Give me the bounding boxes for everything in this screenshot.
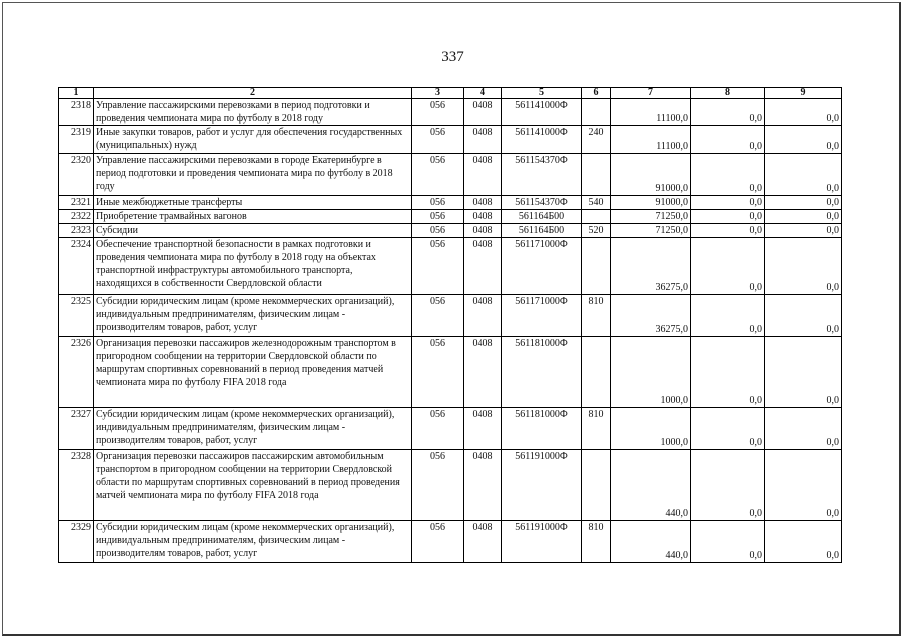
- cell-amount-8: 0,0: [691, 295, 765, 337]
- cell-target-code: 561191000Ф: [502, 450, 582, 521]
- cell-ministry-code: 056: [412, 99, 464, 126]
- cell-ministry-code: 056: [412, 238, 464, 295]
- table-row: [59, 408, 842, 450]
- cell-target-code: 561191000Ф: [502, 521, 582, 563]
- row-number: 2323: [59, 224, 94, 238]
- cell-ministry-code: 056: [412, 210, 464, 224]
- header-cell: 7: [611, 88, 691, 99]
- cell-ministry-code: 056: [412, 126, 464, 154]
- header-cell: 3: [412, 88, 464, 99]
- cell-amount-8: 0,0: [691, 238, 765, 295]
- table-row: [59, 521, 842, 563]
- cell-expense-type: [582, 238, 611, 295]
- cell-amount-7: 36275,0: [611, 238, 691, 295]
- table-row: [59, 224, 842, 238]
- cell-amount-8: 0,0: [691, 450, 765, 521]
- cell-amount-8: 0,0: [691, 337, 765, 408]
- cell-amount-7: 91000,0: [611, 154, 691, 196]
- row-number: 2326: [59, 337, 94, 408]
- cell-amount-7: 91000,0: [611, 196, 691, 210]
- cell-ministry-code: 056: [412, 450, 464, 521]
- cell-section-code: 0408: [464, 154, 502, 196]
- cell-ministry-code: 056: [412, 337, 464, 408]
- row-name: Организация перевозки пассажиров пассажирским автомобильным транспортом в пригородном сообщении на территории Свердловской области по маршрутам спортивных соревнований в период проведения матчей чемпионата мира по футболу FIFA 2018 года: [94, 450, 412, 521]
- cell-section-code: 0408: [464, 295, 502, 337]
- row-name: Управление пассажирскими перевозками в городе Екатеринбурге в период подготовки и проведения чемпионата мира по футболу в 2018 году: [94, 154, 412, 196]
- cell-expense-type: [582, 450, 611, 521]
- cell-amount-7: 440,0: [611, 521, 691, 563]
- header-cell: 6: [582, 88, 611, 99]
- cell-section-code: 0408: [464, 337, 502, 408]
- cell-amount-7: 440,0: [611, 450, 691, 521]
- table-header-row: [59, 88, 842, 99]
- row-number: 2319: [59, 126, 94, 154]
- cell-section-code: 0408: [464, 224, 502, 238]
- cell-ministry-code: 056: [412, 408, 464, 450]
- cell-expense-type: 810: [582, 521, 611, 563]
- cell-ministry-code: 056: [412, 224, 464, 238]
- row-number: 2327: [59, 408, 94, 450]
- cell-section-code: 0408: [464, 99, 502, 126]
- cell-amount-8: 0,0: [691, 521, 765, 563]
- cell-target-code: 561181000Ф: [502, 337, 582, 408]
- row-name: Управление пассажирскими перевозками в период подготовки и проведения чемпионата мира по футболу в 2018 году: [94, 99, 412, 126]
- row-name: Субсидии юридическим лицам (кроме некоммерческих организаций), индивидуальным предпринимателям, физическим лицам - производителям товаров, работ, услуг: [94, 408, 412, 450]
- cell-target-code: 561164Б00: [502, 210, 582, 224]
- cell-ministry-code: 056: [412, 154, 464, 196]
- cell-target-code: 561181000Ф: [502, 408, 582, 450]
- row-name: Субсидии юридическим лицам (кроме некоммерческих организаций), индивидуальным предпринимателям, физическим лицам - производителям товаров, работ, услуг: [94, 295, 412, 337]
- header-cell: 5: [502, 88, 582, 99]
- cell-expense-type: 810: [582, 408, 611, 450]
- budget-table: [58, 87, 842, 563]
- table-row: [59, 154, 842, 196]
- header-cell: 4: [464, 88, 502, 99]
- cell-target-code: 561141000Ф: [502, 99, 582, 126]
- cell-amount-7: 1000,0: [611, 337, 691, 408]
- cell-amount-8: 0,0: [691, 224, 765, 238]
- cell-amount-9: 0,0: [765, 154, 842, 196]
- table-row: [59, 295, 842, 337]
- row-name: Субсидии: [94, 224, 412, 238]
- cell-expense-type: 810: [582, 295, 611, 337]
- cell-amount-9: 0,0: [765, 337, 842, 408]
- row-number: 2320: [59, 154, 94, 196]
- cell-amount-7: 71250,0: [611, 224, 691, 238]
- cell-expense-type: [582, 154, 611, 196]
- table-row: [59, 238, 842, 295]
- cell-amount-9: 0,0: [765, 408, 842, 450]
- row-name: Субсидии юридическим лицам (кроме некоммерческих организаций), индивидуальным предпринимателям, физическим лицам - производителям товаров, работ, услуг: [94, 521, 412, 563]
- cell-amount-9: 0,0: [765, 450, 842, 521]
- cell-expense-type: 520: [582, 224, 611, 238]
- cell-amount-8: 0,0: [691, 210, 765, 224]
- cell-amount-8: 0,0: [691, 126, 765, 154]
- row-number: 2322: [59, 210, 94, 224]
- cell-section-code: 0408: [464, 238, 502, 295]
- table-row: [59, 450, 842, 521]
- cell-amount-7: 1000,0: [611, 408, 691, 450]
- header-cell: 1: [59, 88, 94, 99]
- cell-amount-7: 71250,0: [611, 210, 691, 224]
- cell-expense-type: 240: [582, 126, 611, 154]
- cell-target-code: 561154370Ф: [502, 154, 582, 196]
- row-number: 2321: [59, 196, 94, 210]
- table-row: [59, 210, 842, 224]
- cell-expense-type: [582, 210, 611, 224]
- table-row: [59, 196, 842, 210]
- cell-amount-9: 0,0: [765, 196, 842, 210]
- cell-amount-8: 0,0: [691, 99, 765, 126]
- header-cell: 9: [765, 88, 842, 99]
- row-number: 2318: [59, 99, 94, 126]
- cell-section-code: 0408: [464, 210, 502, 224]
- cell-amount-9: 0,0: [765, 521, 842, 563]
- cell-section-code: 0408: [464, 408, 502, 450]
- row-name: Организация перевозки пассажиров железнодорожным транспортом в пригородном сообщении на территории Свердловской области по маршрутам спортивных соревнований в период проведения матчей чемпионата мира по футболу FIFA 2018 года: [94, 337, 412, 408]
- cell-target-code: 561171000Ф: [502, 238, 582, 295]
- cell-target-code: 561164Б00: [502, 224, 582, 238]
- cell-section-code: 0408: [464, 196, 502, 210]
- header-cell: 8: [691, 88, 765, 99]
- cell-amount-9: 0,0: [765, 126, 842, 154]
- cell-expense-type: [582, 337, 611, 408]
- cell-amount-7: 36275,0: [611, 295, 691, 337]
- row-number: 2324: [59, 238, 94, 295]
- cell-ministry-code: 056: [412, 295, 464, 337]
- row-name: Приобретение трамвайных вагонов: [94, 210, 412, 224]
- cell-amount-8: 0,0: [691, 196, 765, 210]
- cell-amount-9: 0,0: [765, 238, 842, 295]
- cell-ministry-code: 056: [412, 521, 464, 563]
- cell-amount-9: 0,0: [765, 99, 842, 126]
- cell-ministry-code: 056: [412, 196, 464, 210]
- cell-target-code: 561171000Ф: [502, 295, 582, 337]
- cell-amount-9: 0,0: [765, 295, 842, 337]
- page-number: 337: [441, 49, 464, 65]
- row-number: 2325: [59, 295, 94, 337]
- table-row: [59, 99, 842, 126]
- cell-amount-9: 0,0: [765, 224, 842, 238]
- row-number: 2328: [59, 450, 94, 521]
- cell-target-code: 561154370Ф: [502, 196, 582, 210]
- cell-amount-8: 0,0: [691, 154, 765, 196]
- cell-target-code: 561141000Ф: [502, 126, 582, 154]
- cell-section-code: 0408: [464, 521, 502, 563]
- cell-section-code: 0408: [464, 450, 502, 521]
- header-cell: 2: [94, 88, 412, 99]
- row-number: 2329: [59, 521, 94, 563]
- table-row: [59, 126, 842, 154]
- cell-amount-7: 11100,0: [611, 99, 691, 126]
- cell-section-code: 0408: [464, 126, 502, 154]
- cell-amount-9: 0,0: [765, 210, 842, 224]
- table-row: [59, 337, 842, 408]
- cell-amount-7: 11100,0: [611, 126, 691, 154]
- row-name: Иные межбюджетные трансферты: [94, 196, 412, 210]
- cell-amount-8: 0,0: [691, 408, 765, 450]
- cell-expense-type: [582, 99, 611, 126]
- row-name: Иные закупки товаров, работ и услуг для обеспечения государственных (муниципальных) нужд: [94, 126, 412, 154]
- cell-expense-type: 540: [582, 196, 611, 210]
- row-name: Обеспечение транспортной безопасности в рамках подготовки и проведения чемпионата мира по футболу в 2018 году на объектах транспортной инфраструктуры автомобильного транспорта, находящихся в собственности Свердловской области: [94, 238, 412, 295]
